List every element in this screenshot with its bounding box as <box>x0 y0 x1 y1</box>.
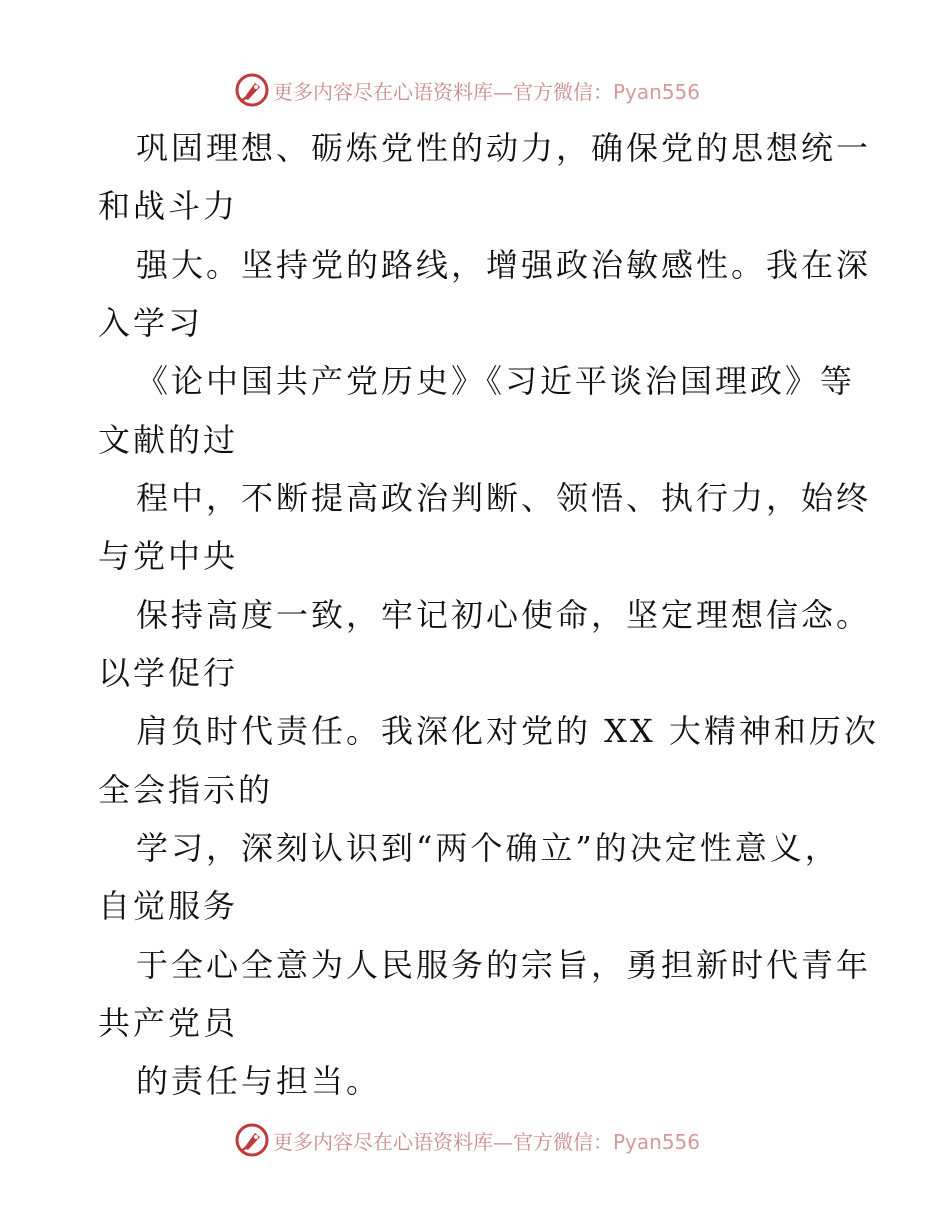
paragraph-line: 巩固理想、砺炼党性的动力，确保党的思想统一 <box>136 129 872 167</box>
paragraph-line: 学习，深刻认识到“两个确立”的决定性意义， <box>136 829 840 867</box>
footer-watermark <box>235 1123 700 1157</box>
paragraph-line: 程中，不断提高政治判断、领悟、执行力，始终 <box>136 479 872 517</box>
paragraph-line: 与党中央 <box>98 537 239 575</box>
paragraph-line: 强大。坚持党的路线，增强政治敏感性。我在深 <box>136 246 872 284</box>
watermark-text: 更多内容尽在心语资料库—官方微信：Pyan556 <box>273 1129 701 1154</box>
pen-nib-logo-icon <box>235 1123 269 1157</box>
watermark-text: 更多内容尽在心语资料库—官方微信：Pyan556 <box>273 79 701 104</box>
paragraph-line: 文献的过 <box>98 421 239 459</box>
pen-nib-logo-icon <box>235 73 269 107</box>
paragraph-line: 全会指示的 <box>98 771 274 809</box>
paragraph-line: 共产党员 <box>98 1004 239 1042</box>
paragraph-line: 自觉服务 <box>98 887 239 925</box>
paragraph-line: 肩负时代责任。我深化对党的 XX 大精神和历次 <box>136 712 879 750</box>
paragraph-line: 入学习 <box>98 304 204 342</box>
paragraph-line: 和战斗力 <box>98 187 239 225</box>
paragraph-line: 的责任与担当。 <box>136 1062 382 1100</box>
header-watermark <box>235 73 700 107</box>
paragraph-line: 以学促行 <box>98 654 239 692</box>
watermark-wechat-id: Pyan556 <box>613 1129 701 1154</box>
watermark-wechat-id: Pyan556 <box>613 79 701 104</box>
paragraph-line: 《论中国共产党历史》《习近平谈治国理政》等 <box>136 362 856 400</box>
paragraph-line: 于全心全意为人民服务的宗旨，勇担新时代青年 <box>136 946 872 984</box>
paragraph-line: 保持高度一致，牢记初心使命，坚定理想信念。 <box>136 596 872 634</box>
